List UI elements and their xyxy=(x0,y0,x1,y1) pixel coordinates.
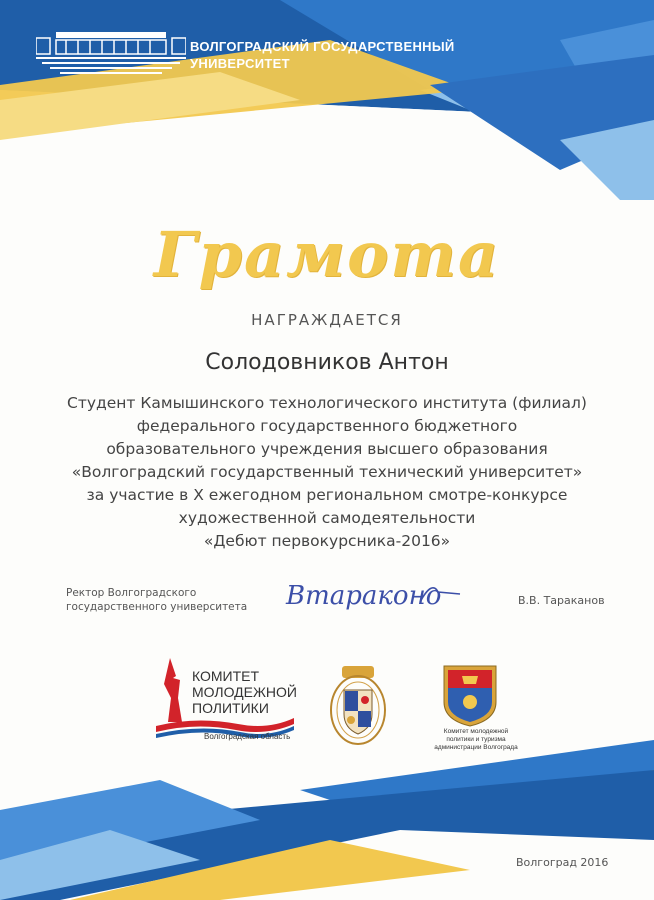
volgograd-shield-icon xyxy=(440,662,500,728)
bottom-decor-band xyxy=(0,740,654,900)
signature-image xyxy=(282,574,462,614)
university-name-line1: ВОЛГОГРАДСКИЙ ГОСУДАРСТВЕННЫЙ xyxy=(190,39,455,54)
youth-committee-logo xyxy=(156,658,306,748)
youth-committee-region: Волгоградская область xyxy=(204,732,291,741)
university-name xyxy=(190,38,455,72)
signature-text: Втараконо xyxy=(286,581,442,611)
description-line: художественной самодеятельности xyxy=(178,509,476,527)
certificate-title: Грамота xyxy=(153,218,501,291)
description-line: «Волгоградский государственный технический университет» xyxy=(71,463,583,481)
youth-committee-line2: МОЛОДЕЖНОЙ xyxy=(192,684,297,700)
youth-committee-name xyxy=(192,668,297,716)
youth-committee-line1: КОМИТЕТ xyxy=(192,668,260,684)
tourism-committee-line3: администрации Волгограда xyxy=(434,744,518,751)
awarded-label: НАГРАЖДАЕТСЯ xyxy=(251,311,403,329)
description-line: федерального государственного бюджетного xyxy=(136,417,518,435)
signatory-position-line1: Ректор Волгоградского xyxy=(66,587,197,599)
description-line: Студент Камышинского технологического института (филиал) xyxy=(67,394,587,412)
description-line: «Дебют первокурсника-2016» xyxy=(203,532,451,550)
award-description xyxy=(30,392,624,553)
signatory-position-line2: государственного университета xyxy=(66,601,248,613)
signatory-position xyxy=(66,586,247,614)
description-line: образовательного учреждения высшего образования xyxy=(106,440,548,458)
tourism-committee-line2: политики и туризма xyxy=(446,736,506,743)
university-coat-of-arms-icon xyxy=(328,662,388,748)
university-name-line2: УНИВЕРСИТЕТ xyxy=(190,56,290,71)
tourism-committee-line1: Комитет молодежной xyxy=(443,728,509,735)
youth-committee-line3: ПОЛИТИКИ xyxy=(192,700,269,716)
university-logo-icon xyxy=(36,30,186,80)
city-and-year: Волгоград 2016 xyxy=(516,856,609,869)
description-line: за участие в X ежегодном региональном смотре-конкурсе xyxy=(86,486,568,504)
signatory-name: В.В. Тараканов xyxy=(518,594,605,607)
recipient-name: Солодовников Антон xyxy=(205,350,449,375)
